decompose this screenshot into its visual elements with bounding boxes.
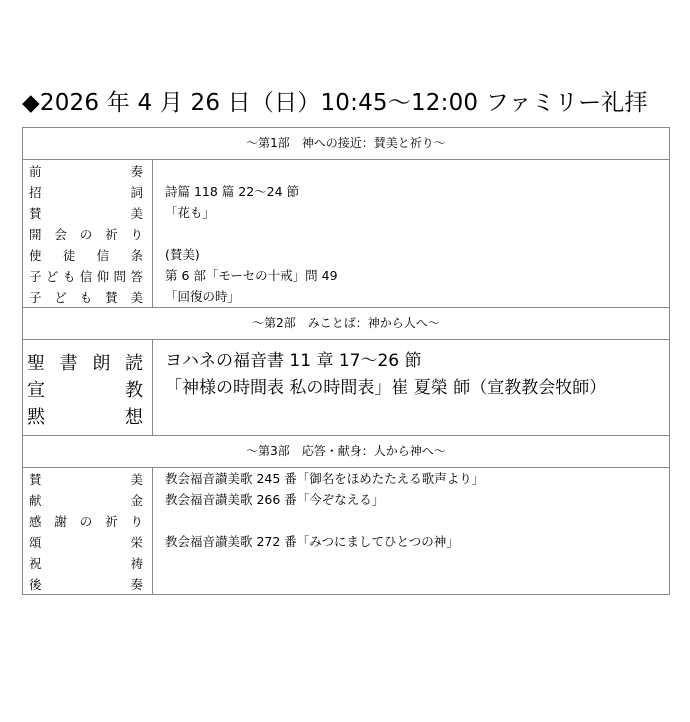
- program-label: [23, 225, 145, 243]
- label-char: 朗: [92, 352, 111, 374]
- program-label: [23, 204, 145, 222]
- program-value: 「回復の時」: [165, 289, 241, 304]
- label-char: ど: [45, 268, 59, 284]
- label-char: 宣: [27, 379, 45, 401]
- label-char: 徒: [62, 247, 76, 263]
- label-char: 祝: [29, 555, 42, 571]
- program-label: [23, 403, 145, 429]
- label-char: の: [79, 226, 93, 242]
- program-value: 「花も」: [165, 205, 216, 220]
- section-3-heading: ～第3部 応答・献身：人から神へ～: [23, 436, 670, 468]
- label-char: 読: [124, 352, 143, 374]
- label-char: 子: [29, 268, 42, 284]
- label-char: 祷: [130, 555, 143, 571]
- program-label: [23, 267, 145, 285]
- section-3-labels: [23, 468, 153, 595]
- section-1-labels: [23, 160, 153, 308]
- program-label: [23, 288, 145, 306]
- label-char: 賛: [29, 205, 42, 221]
- label-char: 献: [29, 492, 42, 508]
- section-2-values: [153, 340, 670, 436]
- label-char: 美: [130, 471, 143, 487]
- program-label: [23, 349, 145, 375]
- label-char: も: [79, 289, 93, 305]
- section-1-values: [153, 160, 670, 308]
- program-label: [23, 470, 145, 488]
- program-value: 教会福音讃美歌 266 番「今ぞなえる」: [165, 492, 385, 507]
- section-2-body: [23, 340, 670, 436]
- label-char: 祈: [105, 513, 118, 529]
- label-char: 美: [130, 289, 143, 305]
- label-char: 奏: [130, 576, 143, 592]
- program-label: [23, 183, 145, 201]
- label-char: 会: [54, 226, 67, 242]
- label-char: 謝: [54, 513, 67, 529]
- program-label: [23, 376, 145, 402]
- program-label: [23, 554, 145, 572]
- label-char: 感: [29, 513, 42, 529]
- label-char: 開: [29, 226, 42, 242]
- program-value: [153, 160, 669, 181]
- label-char: 問: [113, 268, 127, 284]
- label-char: も: [62, 268, 76, 284]
- section-3-values: [153, 468, 670, 595]
- label-char: 祈: [105, 226, 118, 242]
- program-value: [153, 510, 669, 531]
- label-char: 仰: [96, 268, 110, 284]
- program-value: 教会福音讃美歌 272 番「みつにましてひとつの神」: [165, 534, 459, 549]
- program-value: 第 6 部「モーセの十戒」問 49: [165, 268, 338, 283]
- label-char: 美: [130, 205, 143, 221]
- label-char: 黙: [27, 406, 45, 428]
- label-char: 賛: [29, 471, 42, 487]
- label-char: 前: [29, 163, 42, 179]
- program-value: ヨハネの福音書 11 章 17～26 節: [165, 351, 422, 371]
- program-value: [153, 573, 669, 594]
- page-title: ◆2026 年 4 月 26 日（日）10:45～12:00 ファミリー礼拝: [22, 90, 648, 116]
- program-label: [23, 533, 145, 551]
- label-char: 教: [125, 379, 143, 401]
- section-2-heading: ～第2部 みことば：神から人へ～: [23, 308, 670, 340]
- label-char: 子: [29, 289, 42, 305]
- label-char: 頌: [29, 534, 42, 550]
- label-char: 賛: [105, 289, 118, 305]
- label-char: 条: [130, 247, 143, 263]
- label-char: 詞: [130, 184, 143, 200]
- program-value: 「神様の時間表 私の時間表」崔 夏榮 師（宣教教会牧師）: [165, 378, 607, 398]
- program-value: [153, 402, 669, 429]
- program-value: [153, 552, 669, 573]
- program-label: [23, 162, 145, 180]
- label-char: り: [130, 513, 143, 529]
- label-char: 聖: [27, 352, 45, 374]
- program-value: 詩篇 118 篇 22～24 節: [165, 184, 300, 199]
- label-char: 書: [59, 352, 78, 374]
- label-char: 招: [29, 184, 42, 200]
- program-value: [153, 223, 669, 244]
- label-char: 後: [29, 576, 42, 592]
- label-char: 信: [96, 247, 110, 263]
- label-char: ど: [54, 289, 67, 305]
- program-label: [23, 491, 145, 509]
- program-label: [23, 246, 145, 264]
- label-char: 信: [79, 268, 93, 284]
- label-char: 奏: [130, 163, 143, 179]
- program-label: [23, 512, 145, 530]
- section-3-body: [23, 468, 670, 595]
- label-char: の: [79, 513, 93, 529]
- section-1-heading: ～第1部 神への接近：賛美と祈り～: [23, 128, 670, 160]
- program-value: (賛美): [165, 247, 200, 262]
- program-label: [23, 575, 145, 593]
- label-char: 答: [130, 268, 143, 284]
- section-1-body: [23, 160, 670, 308]
- label-char: 使: [29, 247, 42, 263]
- label-char: り: [130, 226, 143, 242]
- label-char: 栄: [130, 534, 143, 550]
- label-char: 金: [130, 492, 143, 508]
- program-value: 教会福音讃美歌 245 番「御名をほめたたえる歌声より」: [165, 471, 485, 486]
- label-char: 想: [125, 406, 143, 428]
- program-table: [22, 127, 670, 595]
- section-2-labels: [23, 340, 153, 436]
